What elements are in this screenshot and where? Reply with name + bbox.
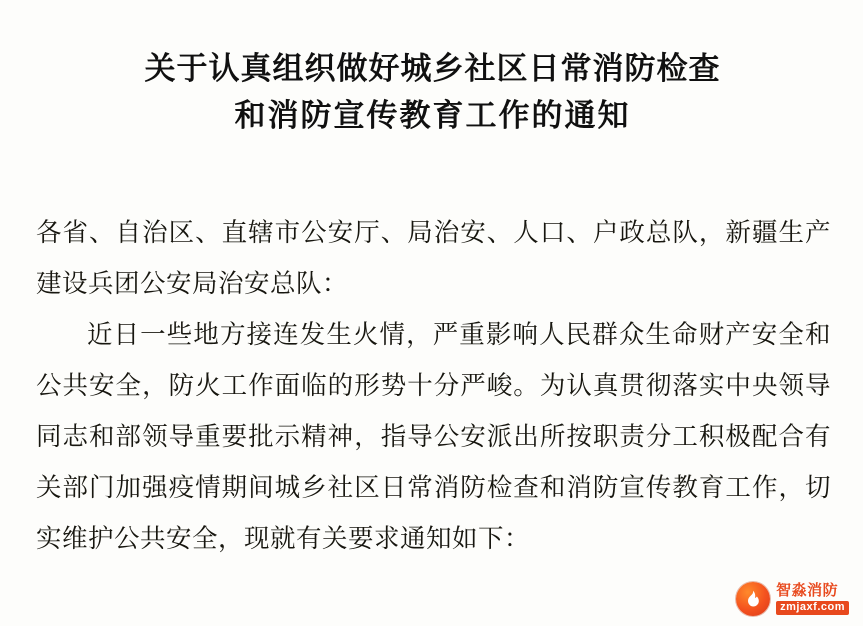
flame-icon (736, 582, 770, 616)
watermark (736, 582, 849, 616)
document-body (36, 208, 831, 565)
page-title (60, 46, 805, 140)
title-line-1: 关于认真组织做好城乡社区日常消防检查 (144, 51, 721, 87)
title-line-2: 和消防宣传教育工作的通知 (234, 98, 631, 134)
watermark-name: 智淼消防 (776, 581, 839, 599)
addressee-paragraph: 各省、自治区、直辖市公安厅、局治安、人口、户政总队，新疆生产建设兵团公安局治安总队： (36, 218, 831, 299)
watermark-text (776, 583, 849, 615)
body-paragraph-1: 近日一些地方接连发生火情，严重影响人民群众生命财产安全和公共安全，防火工作面临的形势十分严峻。为认真贯彻落实中央领导同志和部领导重要批示精神，指导公安派出所按职责分工积极配合有关部门加强疫情期间城乡社区日常消防检查和消防宣传教育工作，切实维护公共安全，现就有关要求通知如下： (36, 320, 831, 554)
watermark-url: zmjaxf.com (776, 601, 849, 616)
